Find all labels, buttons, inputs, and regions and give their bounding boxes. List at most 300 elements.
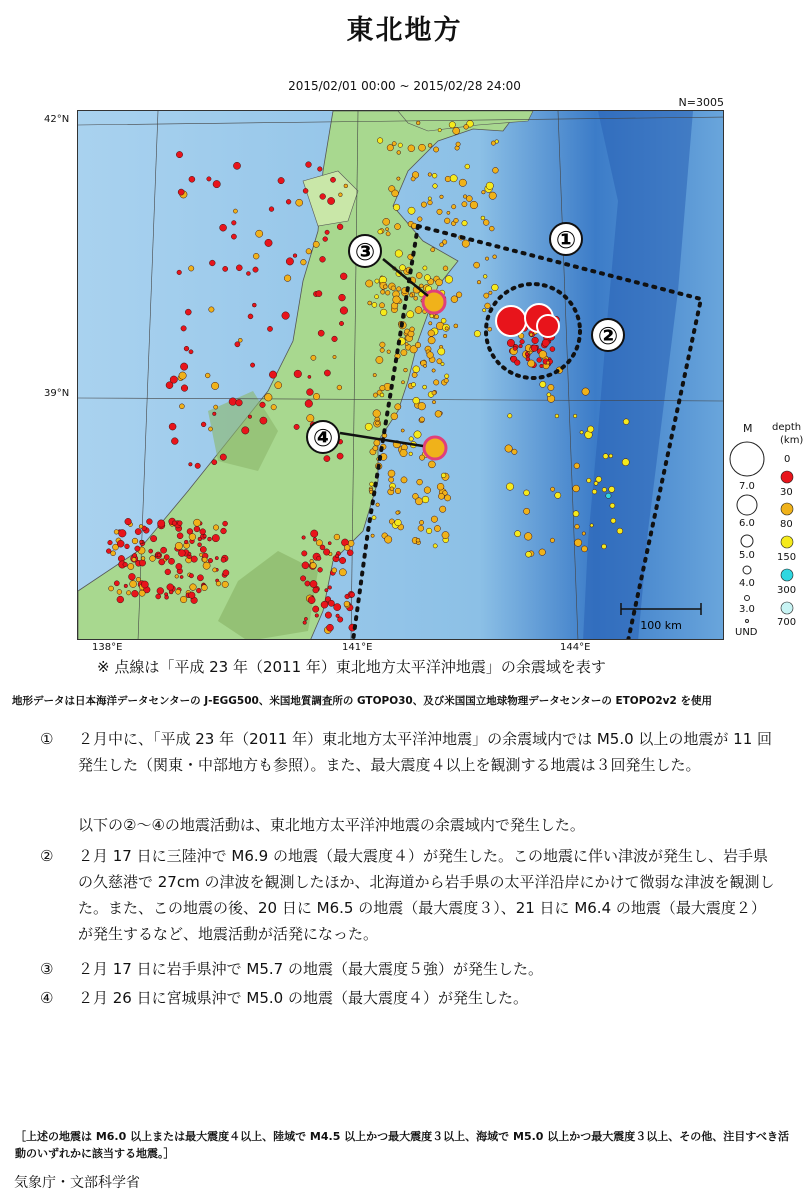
- earthquake-dot: [302, 562, 309, 569]
- earthquake-dot: [437, 483, 444, 490]
- earthquake-dot: [310, 580, 317, 587]
- earthquake-dot: [248, 415, 252, 419]
- earthquake-dot: [189, 534, 196, 541]
- earthquake-dot: [114, 530, 119, 535]
- earthquake-dot: [423, 364, 426, 367]
- earthquake-dot: [428, 173, 432, 177]
- earthquake-dot: [123, 562, 128, 567]
- lon-label-141: 141°E: [342, 642, 373, 653]
- earthquake-dot: [296, 199, 303, 206]
- earthquake-dot: [415, 307, 422, 314]
- earthquake-dot: [278, 177, 284, 183]
- earthquake-dot: [482, 190, 486, 194]
- earthquake-dot: [190, 584, 197, 591]
- earthquake-dot: [375, 295, 379, 299]
- earthquake-dot: [372, 516, 376, 520]
- legend-m6: 6.0: [739, 518, 755, 529]
- earthquake-dot: [526, 551, 532, 557]
- earthquake-dot: [574, 539, 581, 546]
- earthquake-dot: [176, 563, 182, 569]
- earthquake-dot: [305, 400, 313, 408]
- earthquake-dot: [433, 184, 438, 189]
- earthquake-dot: [547, 393, 551, 397]
- earthquake-dot: [602, 544, 607, 549]
- earthquake-dot: [302, 551, 307, 556]
- earthquake-dot: [395, 519, 402, 526]
- earthquake-dot: [380, 393, 384, 397]
- earthquake-dot: [596, 476, 602, 482]
- marker-1: [550, 223, 582, 255]
- earthquake-dot: [420, 417, 425, 422]
- earthquake-dot: [530, 333, 533, 336]
- earthquake-dot: [216, 581, 221, 586]
- legend-m5: 5.0: [739, 550, 755, 561]
- earthquake-dot: [401, 477, 407, 483]
- lat-label-39: 39°N: [44, 388, 70, 399]
- earthquake-dot: [191, 556, 197, 562]
- earthquake-dot: [426, 528, 432, 534]
- earthquake-dot: [196, 588, 201, 593]
- earthquake-dot: [139, 525, 143, 529]
- earthquake-dot: [412, 372, 417, 377]
- earthquake-dot: [253, 267, 258, 272]
- m6-4-quake: [537, 315, 559, 337]
- earthquake-dot: [222, 581, 228, 587]
- earthquake-dot: [302, 536, 306, 540]
- earthquake-dot: [454, 324, 458, 328]
- earthquake-dot: [373, 393, 377, 397]
- earthquake-dot: [415, 498, 422, 505]
- earthquake-dot: [232, 221, 237, 226]
- earthquake-dot: [409, 452, 413, 456]
- earthquake-dot: [350, 592, 355, 597]
- earthquake-dot: [371, 534, 374, 537]
- earthquake-dot: [492, 284, 499, 291]
- earthquake-dot: [344, 545, 350, 551]
- earthquake-dot: [311, 355, 316, 360]
- earthquake-dot: [379, 303, 384, 308]
- marker-4-label: ④: [312, 424, 334, 452]
- earthquake-dot: [203, 562, 210, 569]
- earthquake-dot: [440, 506, 446, 512]
- earthquake-dot: [189, 574, 193, 578]
- earthquake-dot: [520, 339, 525, 344]
- earthquake-dot: [398, 143, 402, 147]
- earthquake-dot: [189, 176, 195, 182]
- legend-depth-30: 30: [780, 487, 793, 498]
- earthquake-dot: [338, 617, 343, 622]
- earthquake-dot: [415, 342, 421, 348]
- earthquake-dot: [434, 380, 439, 385]
- earthquake-dot: [164, 555, 169, 560]
- earthquake-dot: [180, 596, 187, 603]
- earthquake-dot: [168, 558, 174, 564]
- earthquake-dot: [573, 511, 579, 517]
- earthquake-dot: [445, 495, 451, 501]
- earthquake-dot: [337, 453, 343, 459]
- earthquake-dot: [393, 296, 401, 304]
- earthquake-dot: [106, 549, 111, 554]
- footer-agency: 気象庁・文部科学省: [14, 1175, 140, 1191]
- earthquake-dot: [485, 303, 491, 309]
- earthquake-dot: [375, 279, 379, 283]
- earthquake-dot: [133, 553, 137, 557]
- earthquake-dot: [366, 280, 373, 287]
- earthquake-dot: [452, 205, 456, 209]
- lat-label-42: 42°N: [44, 114, 70, 125]
- earthquake-dot: [318, 330, 324, 336]
- earthquake-dot: [418, 525, 424, 531]
- legend-depth-unit: (km): [780, 435, 804, 446]
- earthquake-dot: [447, 211, 450, 214]
- earthquake-dot: [395, 404, 401, 410]
- earthquake-dot: [506, 483, 513, 490]
- earthquake-dot: [483, 275, 487, 279]
- earthquake-dot: [531, 345, 538, 352]
- earthquake-dot: [489, 192, 496, 199]
- earthquake-dot: [300, 576, 305, 581]
- earthquake-dot: [407, 311, 414, 318]
- earthquake-dot: [432, 173, 437, 178]
- earthquake-dot: [236, 399, 243, 406]
- earthquake-dot: [198, 543, 202, 547]
- date-range: 2015/02/01 00:00 ~ 2015/02/28 24:00: [288, 79, 521, 93]
- earthquake-dot: [114, 581, 119, 586]
- earthquake-dot: [444, 218, 450, 224]
- lon-label-144: 144°E: [560, 642, 591, 653]
- earthquake-dot: [170, 376, 177, 383]
- earthquake-dot: [213, 525, 218, 530]
- earthquake-dot: [438, 493, 444, 499]
- earthquake-dot: [167, 584, 174, 591]
- earthquake-dot: [373, 410, 381, 418]
- earthquake-dot: [438, 128, 441, 131]
- earthquake-dot: [169, 423, 176, 430]
- earthquake-dot: [246, 272, 250, 276]
- description-num: ②: [40, 847, 54, 865]
- earthquake-dot: [392, 190, 399, 197]
- earthquake-dot: [395, 224, 401, 230]
- earthquake-dot: [157, 588, 164, 595]
- earthquake-dot: [419, 144, 426, 151]
- earthquake-dot: [286, 199, 291, 204]
- earthquake-dot: [313, 538, 317, 542]
- earthquake-dot: [140, 540, 144, 544]
- earthquake-dot: [333, 355, 336, 358]
- earthquake-dot: [445, 327, 448, 330]
- earthquake-dot: [540, 381, 546, 387]
- earthquake-dot: [334, 534, 340, 540]
- earthquake-dot: [450, 175, 457, 182]
- earthquake-dot: [540, 364, 544, 368]
- earthquake-dot: [294, 424, 299, 429]
- m6-9-quake: [496, 306, 526, 336]
- earthquake-dot: [158, 520, 165, 527]
- earthquake-dot: [339, 557, 345, 563]
- earthquake-dot: [209, 260, 215, 266]
- earthquake-dot: [515, 360, 521, 366]
- legend-m4: 4.0: [739, 578, 755, 589]
- earthquake-dot: [587, 478, 591, 482]
- earthquake-dot: [474, 331, 480, 337]
- marker-1-label: ①: [555, 226, 577, 254]
- earthquake-dot: [424, 275, 430, 281]
- description-text: 以下の②～④の地震活動は、東北地方太平洋沖地震の余震域内で発生した。: [78, 816, 585, 834]
- earthquake-dot: [117, 540, 124, 547]
- earthquake-dot: [307, 389, 314, 396]
- earthquake-dot: [194, 526, 200, 532]
- legend-und: UND: [735, 627, 758, 638]
- earthquake-dot: [456, 292, 462, 298]
- earthquake-dot: [582, 388, 589, 395]
- earthquake-dot: [462, 240, 469, 247]
- earthquake-dot: [316, 291, 322, 297]
- earthquake-dot: [385, 291, 390, 296]
- earthquake-dot: [324, 456, 330, 462]
- earthquake-dot: [177, 533, 183, 539]
- earthquake-dot: [177, 270, 182, 275]
- earthquake-dot: [435, 315, 439, 319]
- earthquake-dot: [306, 249, 311, 254]
- earthquake-dot: [132, 538, 138, 544]
- earthquake-dot: [539, 351, 547, 359]
- description-num: ①: [40, 730, 54, 748]
- earthquake-dot: [459, 179, 466, 186]
- earthquake-dot: [220, 454, 226, 460]
- earthquake-dot: [325, 612, 331, 618]
- earthquake-dot: [428, 200, 433, 205]
- earthquake-dot: [483, 220, 489, 226]
- earthquake-dot: [242, 427, 249, 434]
- legend-m-header: M: [743, 422, 753, 435]
- earthquake-dot: [386, 228, 389, 231]
- earthquake-dot: [405, 343, 408, 346]
- earthquake-dot: [421, 202, 426, 207]
- earthquake-dot: [306, 162, 312, 168]
- earthquake-dot: [213, 180, 220, 187]
- earthquake-dot: [400, 265, 406, 271]
- earthquake-dot: [117, 596, 124, 603]
- earthquake-dot: [212, 460, 217, 465]
- earthquake-dot: [437, 209, 442, 214]
- description-num: ④: [40, 989, 54, 1007]
- earthquake-dot: [428, 337, 435, 344]
- earthquake-dot: [537, 358, 542, 363]
- earthquake-dot: [305, 581, 310, 586]
- earthquake-dot: [265, 239, 272, 246]
- earthquake-dot: [418, 217, 423, 222]
- earthquake-dot: [380, 348, 384, 352]
- earthquake-dot: [456, 142, 460, 146]
- earthquake-dot: [320, 545, 325, 550]
- earthquake-dot: [286, 258, 293, 265]
- earthquake-dot: [328, 542, 331, 545]
- earthquake-dot: [442, 532, 449, 539]
- earthquake-dot: [551, 487, 555, 491]
- earthquake-dot: [139, 590, 145, 596]
- legend-m7: 7.0: [739, 481, 755, 492]
- earthquake-dot: [411, 382, 415, 386]
- earthquake-dot: [409, 437, 413, 441]
- earthquake-dot: [609, 486, 615, 492]
- earthquake-dot: [252, 303, 256, 307]
- earthquake-dot: [483, 309, 486, 312]
- earthquake-dot: [505, 445, 512, 452]
- earthquake-dot: [128, 563, 134, 569]
- earthquake-dot: [203, 534, 206, 537]
- earthquake-dot: [488, 327, 492, 331]
- earthquake-dot: [433, 544, 437, 548]
- earthquake-dot: [573, 414, 577, 418]
- earthquake-dot: [125, 518, 132, 525]
- earthquake-dot: [320, 256, 326, 262]
- earthquake-dot: [481, 216, 485, 220]
- earthquake-dot: [555, 492, 561, 498]
- earthquake-dot: [275, 382, 282, 389]
- earthquake-dot: [611, 518, 616, 523]
- earthquake-dot: [340, 273, 347, 280]
- earthquake-dot: [373, 446, 378, 451]
- earthquake-dot: [337, 385, 342, 390]
- earthquake-dot: [609, 454, 613, 458]
- earthquake-dot: [111, 551, 116, 556]
- earthquake-dot: [172, 521, 177, 526]
- earthquake-dot: [339, 569, 346, 576]
- earthquake-dot: [126, 591, 130, 595]
- region-4-quake: [424, 437, 446, 459]
- earthquake-dot: [532, 337, 539, 344]
- earthquake-dot: [150, 556, 156, 562]
- earthquake-dot: [574, 463, 580, 469]
- earthquake-dot: [383, 285, 387, 289]
- earthquake-dot: [445, 276, 453, 284]
- earthquake-dot: [453, 127, 460, 134]
- earthquake-dot: [212, 534, 219, 541]
- earthquake-dot: [328, 197, 335, 204]
- earthquake-dot: [423, 385, 427, 389]
- earthquake-dot: [507, 339, 514, 346]
- earthquake-dot: [141, 581, 148, 588]
- earthquake-dot: [428, 461, 435, 468]
- earthquake-dot: [365, 423, 372, 430]
- seismicity-map: [77, 110, 724, 640]
- earthquake-dot: [236, 265, 242, 271]
- earthquake-dot: [477, 280, 481, 284]
- earthquake-dot: [515, 531, 521, 537]
- earthquake-dot: [431, 248, 435, 252]
- earthquake-dot: [376, 356, 383, 363]
- earthquake-dot: [238, 338, 242, 342]
- earthquake-dot: [466, 196, 472, 202]
- earthquake-dot: [164, 593, 167, 596]
- earthquake-dot: [606, 493, 611, 498]
- earthquake-dot: [180, 363, 187, 370]
- earthquake-dot: [205, 373, 210, 378]
- earthquake-dot: [486, 182, 493, 189]
- earthquake-dot: [588, 426, 594, 432]
- earthquake-dot: [408, 207, 415, 214]
- earthquake-dot: [125, 544, 130, 549]
- description-text: ２月 17 日に岩手県沖で M5.7 の地震（最大震度５強）が発生した。: [78, 960, 543, 978]
- earthquake-dot: [432, 400, 435, 403]
- earthquake-dot: [303, 621, 307, 625]
- earthquake-dot: [318, 567, 323, 572]
- legend-depth-0: 0: [784, 454, 791, 465]
- earthquake-dot: [223, 570, 229, 576]
- earthquake-dot: [150, 535, 156, 541]
- earthquake-dot: [139, 560, 145, 566]
- earthquake-dot: [171, 438, 178, 445]
- legend-depth-header: depth: [772, 422, 802, 433]
- description-text: ２月 17 日に三陸沖で M6.9 の地震（最大震度４）が発生した。この地震に伴い津波が発生し、岩手県の久慈港で 27cm の津波を観測したほか、北海道から岩手県の太平洋沿岸にかけて微弱な津波を観測した。また、この地震の後、20 日に M6.5 の地震（最大震度３）、21 日に M6.4 の地震（最大震度２）が発生するなど、地震活動が活発になった。: [78, 847, 775, 943]
- earthquake-dot: [454, 218, 459, 223]
- legend-depth-80: 80: [780, 519, 793, 530]
- earthquake-dot: [202, 557, 207, 562]
- earthquake-dot: [334, 604, 341, 611]
- earthquake-dot: [444, 378, 448, 382]
- earthquake-dot: [485, 257, 488, 260]
- earthquake-dot: [423, 266, 427, 270]
- earthquake-dot: [489, 291, 492, 294]
- earthquake-dot: [417, 479, 423, 485]
- earthquake-dot: [395, 250, 402, 257]
- earthquake-dot: [381, 290, 385, 294]
- earthquake-dot: [623, 419, 629, 425]
- earthquake-dot: [308, 597, 315, 604]
- earthquake-dot: [435, 411, 442, 418]
- earthquake-dot: [325, 230, 329, 234]
- earthquake-dot: [339, 321, 343, 325]
- earthquake-dot: [323, 549, 329, 555]
- earthquake-dot: [293, 254, 297, 258]
- earthquake-dot: [135, 529, 141, 535]
- earthquake-dot: [214, 405, 218, 409]
- earthquake-dot: [374, 440, 380, 446]
- marker-2-label: ②: [597, 322, 619, 350]
- aftershock-zone-note: ※ 点線は「平成 23 年（2011 年）東北地方太平洋沖地震」の余震域を表す: [97, 658, 606, 676]
- earthquake-dot: [427, 352, 434, 359]
- earthquake-dot: [124, 584, 128, 588]
- page-title: 東北地方: [346, 15, 463, 46]
- earthquake-dot: [149, 549, 153, 553]
- earthquake-dot: [269, 207, 274, 212]
- earthquake-dot: [603, 454, 608, 459]
- earthquake-dot: [440, 195, 444, 199]
- earthquake-dot: [344, 184, 348, 188]
- earthquake-dot: [582, 532, 585, 535]
- earthquake-dot: [233, 162, 240, 169]
- earthquake-dot: [208, 427, 212, 431]
- earthquake-dot: [410, 294, 413, 297]
- earthquake-dot: [413, 397, 420, 404]
- earthquake-dot: [528, 360, 535, 367]
- earthquake-dot: [428, 143, 432, 147]
- earthquake-dot: [419, 520, 423, 524]
- earthquake-dot: [337, 224, 343, 230]
- earthquake-dot: [419, 284, 423, 288]
- earthquake-dot: [474, 262, 480, 268]
- earthquake-dot: [436, 279, 443, 286]
- earthquake-dot: [441, 362, 444, 365]
- earthquake-dot: [376, 421, 380, 425]
- earthquake-dot: [592, 489, 597, 494]
- event-count: N=3005: [678, 96, 724, 109]
- earthquake-dot: [253, 253, 259, 259]
- earthquake-dot: [141, 557, 145, 561]
- earthquake-dot: [157, 553, 161, 557]
- earthquake-dot: [130, 581, 137, 588]
- earthquake-dot: [573, 485, 580, 492]
